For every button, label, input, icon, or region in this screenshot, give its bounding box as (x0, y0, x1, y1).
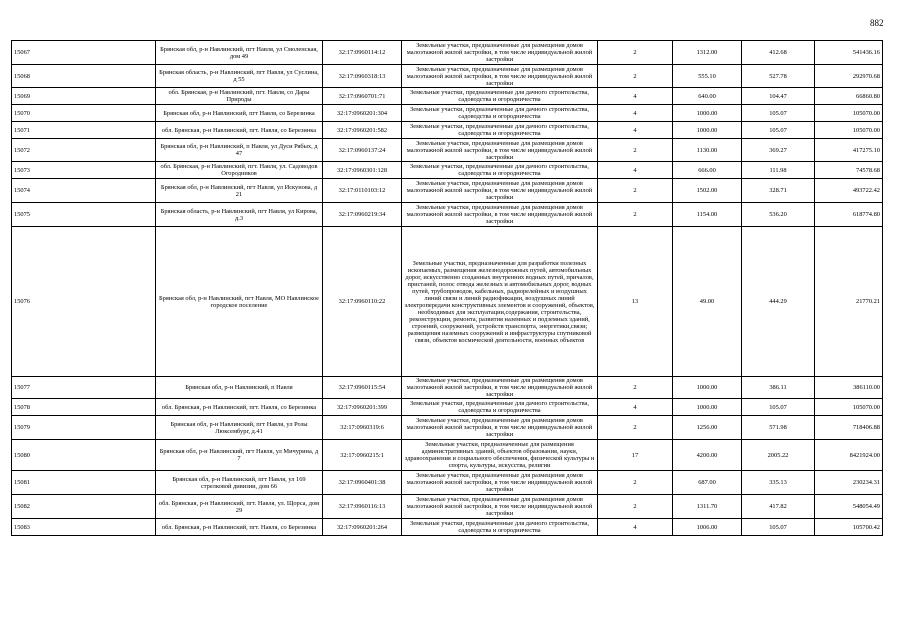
cadastral-value-cell: 21770.21 (815, 227, 883, 377)
table-row (12, 399, 883, 416)
use-code-cell: 4 (598, 399, 673, 416)
address-cell: Брянская область, р-н Навлинский, пгт Навля, ул Суслина, д 55 (156, 65, 323, 88)
specific-value-cell: 527.78 (742, 65, 815, 88)
land-registry-table (11, 40, 883, 536)
land-use-cell: Земельные участки, предназначенные для размещения домов малоэтажной жилой застройки, в том числе индивидуальной жилой застройки (402, 41, 598, 65)
area-cell: 640.00 (673, 88, 742, 105)
area-cell: 1000.00 (673, 105, 742, 122)
specific-value-cell: 369.27 (742, 139, 815, 162)
table-row (12, 495, 883, 519)
cadastral-number-cell: 32:17:0960215:1 (323, 440, 402, 471)
area-cell: 1154.00 (673, 203, 742, 227)
row-number-cell: 15073 (12, 162, 156, 179)
land-use-cell: Земельные участки, предназначенные для размещения домов малоэтажной жилой застройки, в том числе индивидуальной жилой застройки (402, 179, 598, 203)
row-number-cell: 15075 (12, 203, 156, 227)
cadastral-number-cell: 32:17:0960114:12 (323, 41, 402, 65)
table-row (12, 122, 883, 139)
cadastral-number-cell: 32:17:0960301:128 (323, 162, 402, 179)
cadastral-number-cell: 32:17:0960115:54 (323, 377, 402, 399)
row-number-cell: 15083 (12, 519, 156, 536)
specific-value-cell: 111.98 (742, 162, 815, 179)
specific-value-cell: 104.47 (742, 88, 815, 105)
table-row (12, 227, 883, 377)
area-cell: 666.00 (673, 162, 742, 179)
table-row (12, 471, 883, 495)
area-cell: 1000.00 (673, 122, 742, 139)
table-row (12, 377, 883, 399)
table-row (12, 440, 883, 471)
address-cell: Брянская обл, р-н Навлинский, пгт Навля, со Березинка (156, 105, 323, 122)
use-code-cell: 13 (598, 227, 673, 377)
address-cell: Брянская обл, р-н Навлинский, п Навля (156, 377, 323, 399)
cadastral-value-cell: 618774.80 (815, 203, 883, 227)
specific-value-cell: 386.11 (742, 377, 815, 399)
table-row (12, 105, 883, 122)
cadastral-value-cell: 74578.68 (815, 162, 883, 179)
cadastral-value-cell: 105070.00 (815, 399, 883, 416)
land-use-cell: Земельные участки, предназначенные для размещения домов малоэтажной жилой застройки, в том числе индивидуальной жилой застройки (402, 495, 598, 519)
row-number-cell: 15077 (12, 377, 156, 399)
land-use-cell: Земельные участки, предназначенные для разработки полезных ископаемых, размещения железнодорожных путей, автомобильных дорог, искусственно созданных внутренних водных путей, причалов, пристаней, полос отвода железных и автомобильных дорог, водных путей, трубопроводов, кабельных, радиорелейных и воздушных линий связи и линий радиофикации, воздушных линий электропередачи конструктивных элементов и сооружений, объектов, необходимых для эксплуатации,содержания, строительства, реконструкции, ремонта, развития наземных и подземных зданий, строений, сооружений, устройств транспорта, энергетики,связи; размещения наземных сооружений и инфраструктуры спутниковой связи, объектов космической деятельности, военных объектов (402, 227, 598, 377)
specific-value-cell: 105.07 (742, 105, 815, 122)
address-cell: Брянская обл, р-н Навлинский, пгт Навля, ул 169 стрелковой дивизии, дом 66 (156, 471, 323, 495)
use-code-cell: 2 (598, 179, 673, 203)
cadastral-number-cell: 32:17:0960318:13 (323, 65, 402, 88)
use-code-cell: 2 (598, 41, 673, 65)
cadastral-value-cell: 548054.49 (815, 495, 883, 519)
use-code-cell: 4 (598, 105, 673, 122)
row-number-cell: 15080 (12, 440, 156, 471)
cadastral-value-cell: 105070.00 (815, 105, 883, 122)
cadastral-value-cell: 105700.42 (815, 519, 883, 536)
specific-value-cell: 105.07 (742, 519, 815, 536)
use-code-cell: 4 (598, 162, 673, 179)
address-cell: Брянская обл, р-н Навлинский, пгт Навля, ул Мичурина, д 7 (156, 440, 323, 471)
cadastral-number-cell: 32:17:0960201:399 (323, 399, 402, 416)
address-cell: обл. Брянская, р-н Навлинский, пгт. Навля, со Березинка (156, 399, 323, 416)
area-cell: 1311.70 (673, 495, 742, 519)
row-number-cell: 15074 (12, 179, 156, 203)
land-use-cell: Земельные участки, предназначенные для дачного строительства, садоводства и огородничества (402, 162, 598, 179)
land-use-cell: Земельные участки, предназначенные для размещения административных зданий, объектов образования, науки, здравоохранения и социального обеспечения, физической культуры и спорта, культуры, искусства, религии (402, 440, 598, 471)
specific-value-cell: 417.82 (742, 495, 815, 519)
row-number-cell: 15067 (12, 41, 156, 65)
address-cell: обл. Брянская, р-н Навлинский, пгт. Навля, со Березинка (156, 122, 323, 139)
table-row (12, 179, 883, 203)
address-cell: обл. Брянская, р-н Навлинский, пгт. Навля, ул. Щорса, дом 29 (156, 495, 323, 519)
cadastral-number-cell: 32:17:0960116:13 (323, 495, 402, 519)
cadastral-value-cell: 66860.80 (815, 88, 883, 105)
area-cell: 1312.00 (673, 41, 742, 65)
use-code-cell: 2 (598, 495, 673, 519)
area-cell: 1502.00 (673, 179, 742, 203)
table-row (12, 162, 883, 179)
use-code-cell: 2 (598, 471, 673, 495)
use-code-cell: 2 (598, 377, 673, 399)
table-row (12, 41, 883, 65)
area-cell: 4200.00 (673, 440, 742, 471)
land-use-cell: Земельные участки, предназначенные для дачного строительства, садоводства и огородничества (402, 105, 598, 122)
cadastral-number-cell: 32:17:0960137:24 (323, 139, 402, 162)
land-use-cell: Земельные участки, предназначенные для дачного строительства, садоводства и огородничества (402, 122, 598, 139)
specific-value-cell: 412.68 (742, 41, 815, 65)
cadastral-number-cell: 32:17:0960219:34 (323, 203, 402, 227)
specific-value-cell: 328.71 (742, 179, 815, 203)
specific-value-cell: 2005.22 (742, 440, 815, 471)
cadastral-number-cell: 32:17:0960701:71 (323, 88, 402, 105)
use-code-cell: 4 (598, 519, 673, 536)
area-cell: 49.00 (673, 227, 742, 377)
land-use-cell: Земельные участки, предназначенные для дачного строительства, садоводства и огородничества (402, 519, 598, 536)
row-number-cell: 15068 (12, 65, 156, 88)
land-use-cell: Земельные участки, предназначенные для дачного строительства, садоводства и огородничества (402, 88, 598, 105)
cadastral-number-cell: 32:17:0960201:264 (323, 519, 402, 536)
use-code-cell: 4 (598, 88, 673, 105)
address-cell: Брянская обл, р-н Навлинский, пгт Навля, ул Смоленская, дом 49 (156, 41, 323, 65)
cadastral-value-cell: 417275.10 (815, 139, 883, 162)
land-use-cell: Земельные участки, предназначенные для размещения домов малоэтажной жилой застройки, в том числе индивидуальной жилой застройки (402, 139, 598, 162)
specific-value-cell: 335.13 (742, 471, 815, 495)
row-number-cell: 15078 (12, 399, 156, 416)
area-cell: 1130.00 (673, 139, 742, 162)
row-number-cell: 15072 (12, 139, 156, 162)
area-cell: 687.00 (673, 471, 742, 495)
row-number-cell: 15079 (12, 416, 156, 440)
address-cell: обл. Брянская, р-н Навлинский, пгт. Навля, со Дары Природы (156, 88, 323, 105)
cadastral-number-cell: 32:17:0960110:22 (323, 227, 402, 377)
address-cell: Брянская обл, р-н Навлинский, пгт Навля, МО Навлинское городское поселение (156, 227, 323, 377)
address-cell: Брянская обл, р-н Навлинский, пгт Навля, ул Искунова, д 21 (156, 179, 323, 203)
table-row (12, 519, 883, 536)
land-use-cell: Земельные участки, предназначенные для дачного строительства, садоводства и огородничества (402, 399, 598, 416)
row-number-cell: 15071 (12, 122, 156, 139)
cadastral-value-cell: 230234.31 (815, 471, 883, 495)
cadastral-value-cell: 718406.88 (815, 416, 883, 440)
use-code-cell: 2 (598, 139, 673, 162)
specific-value-cell: 571.98 (742, 416, 815, 440)
row-number-cell: 15069 (12, 88, 156, 105)
page-number: 882 (870, 18, 884, 28)
cadastral-number-cell: 32:17:0960319:6 (323, 416, 402, 440)
table-row (12, 65, 883, 88)
area-cell: 1000.00 (673, 377, 742, 399)
use-code-cell: 2 (598, 203, 673, 227)
area-cell: 1006.00 (673, 519, 742, 536)
table-row (12, 88, 883, 105)
cadastral-value-cell: 541436.16 (815, 41, 883, 65)
address-cell: Брянская обл, р-н Навлинский, п Навля, ул Дуси Рябых, д 47 (156, 139, 323, 162)
cadastral-value-cell: 493722.42 (815, 179, 883, 203)
address-cell: обл. Брянская, р-н Навлинский, пгт. Навля, со Березинка (156, 519, 323, 536)
table-body (12, 41, 883, 536)
table-row (12, 416, 883, 440)
land-use-cell: Земельные участки, предназначенные для размещения домов малоэтажной жилой застройки, в том числе индивидуальной жилой застройки (402, 471, 598, 495)
row-number-cell: 15070 (12, 105, 156, 122)
row-number-cell: 15076 (12, 227, 156, 377)
use-code-cell: 2 (598, 65, 673, 88)
cadastral-number-cell: 32:17:0960201:304 (323, 105, 402, 122)
use-code-cell: 2 (598, 416, 673, 440)
cadastral-value-cell: 292970.68 (815, 65, 883, 88)
land-use-cell: Земельные участки, предназначенные для размещения домов малоэтажной жилой застройки, в том числе индивидуальной жилой застройки (402, 203, 598, 227)
use-code-cell: 17 (598, 440, 673, 471)
specific-value-cell: 105.07 (742, 399, 815, 416)
land-use-cell: Земельные участки, предназначенные для размещения домов малоэтажной жилой застройки, в том числе индивидуальной жилой застройки (402, 416, 598, 440)
area-cell: 555.10 (673, 65, 742, 88)
cadastral-value-cell: 105070.00 (815, 122, 883, 139)
table-row (12, 139, 883, 162)
row-number-cell: 15081 (12, 471, 156, 495)
address-cell: обл. Брянская, р-н Навлинский, пгт. Навля, ул. Садоводов Огородников (156, 162, 323, 179)
land-use-cell: Земельные участки, предназначенные для размещения домов малоэтажной жилой застройки, в том числе индивидуальной жилой застройки (402, 65, 598, 88)
cadastral-number-cell: 32:17:0960201:582 (323, 122, 402, 139)
address-cell: Брянская обл, р-н Навлинский, пгт Навля, ул Розы Люксембург, д.41 (156, 416, 323, 440)
row-number-cell: 15082 (12, 495, 156, 519)
table-row (12, 203, 883, 227)
cadastral-number-cell: 32:17:0110103:12 (323, 179, 402, 203)
specific-value-cell: 536.20 (742, 203, 815, 227)
area-cell: 1000.00 (673, 399, 742, 416)
specific-value-cell: 444.29 (742, 227, 815, 377)
cadastral-value-cell: 8421924.00 (815, 440, 883, 471)
area-cell: 1256.00 (673, 416, 742, 440)
use-code-cell: 4 (598, 122, 673, 139)
land-use-cell: Земельные участки, предназначенные для размещения домов малоэтажной жилой застройки, в том числе индивидуальной жилой застройки (402, 377, 598, 399)
address-cell: Брянская область, р-н Навлинский, пгт Навля, ул Кирова, д.3 (156, 203, 323, 227)
specific-value-cell: 105.07 (742, 122, 815, 139)
cadastral-value-cell: 386110.00 (815, 377, 883, 399)
cadastral-number-cell: 32:17:0960401:38 (323, 471, 402, 495)
